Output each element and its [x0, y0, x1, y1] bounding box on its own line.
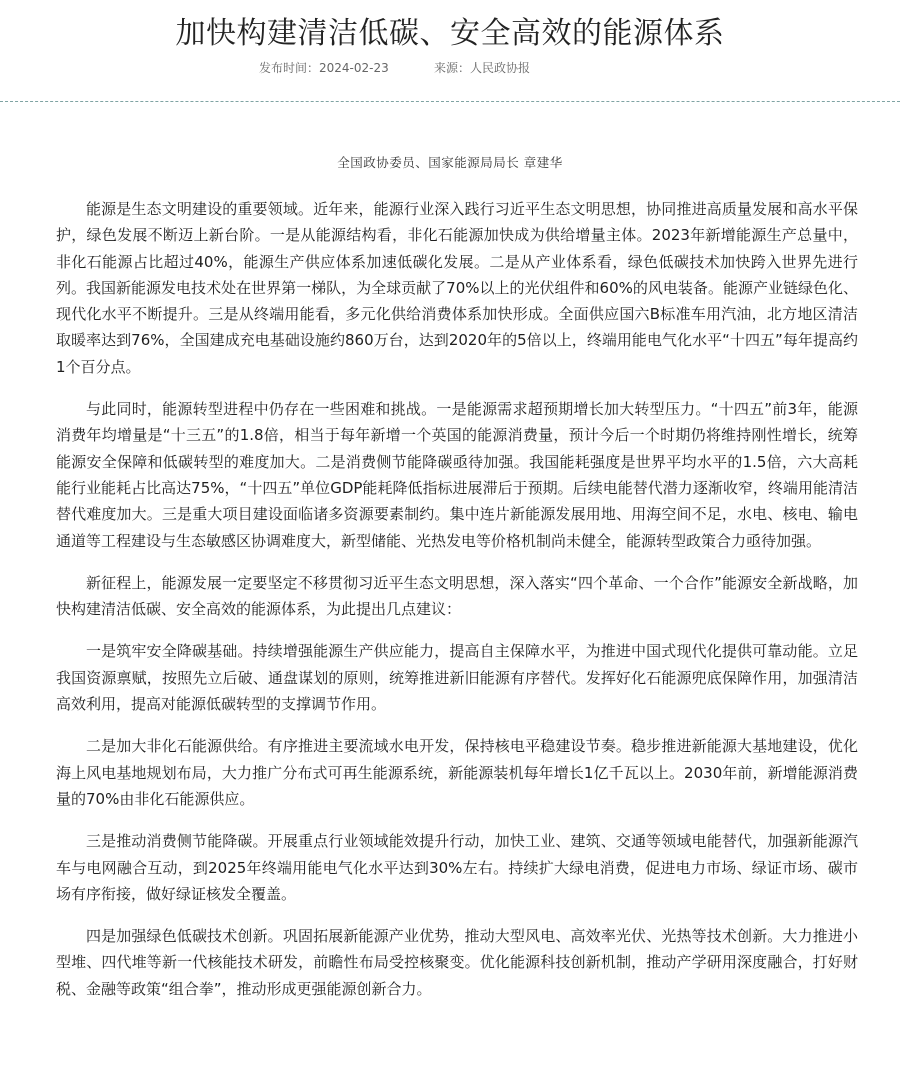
- paragraph: 与此同时，能源转型进程中仍存在一些困难和挑战。一是能源需求超预期增长加大转型压力。“十四五”前3年，能源消费年均增量是“十三五”的1.8倍，相当于每年新增一个英国的能源消费量，预计今后一个时期仍将维持刚性增长，统筹能源安全保障和低碳转型的难度加大。二是消费侧节能降碳亟待加强。我国能耗强度是世界平均水平的1.5倍，六大高耗能行业能耗占比高达75%，“十四五”单位GDP能耗降低指标进展滞后于预期。后续电能替代潜力逐渐收窄，终端用能清洁替代难度加大。三是重大项目建设面临诸多资源要素制约。集中连片新能源发展用地、用海空间不足，水电、核电、输电通道等工程建设与生态敏感区协调难度大，新型储能、光热发电等价格机制尚未健全，能源转型政策合力亟待加强。: [56, 400, 858, 550]
- article-header: [0, 0, 900, 102]
- paragraph: 一是筑牢安全降碳基础。持续增强能源生产供应能力，提高自主保障水平，为推进中国式现代化提供可靠动能。立足我国资源禀赋，按照先立后破、通盘谋划的原则，统筹推进新旧能源有序替代。发挥好化石能源兜底保障作用，加强清洁高效利用，提高对能源低碳转型的支撑调节作用。: [56, 642, 858, 714]
- publish-date: [259, 60, 389, 76]
- paragraph: 三是推动消费侧节能降碳。开展重点行业领域能效提升行动，加快工业、建筑、交通等领域电能替代，加强新能源汽车与电网融合互动，到2025年终端用能电气化水平达到30%左右。持续扩大绿电消费，促进电力市场、绿证市场、碳市场有序衔接，做好绿证核发全覆盖。: [56, 832, 858, 903]
- paragraph: 二是加大非化石能源供给。有序推进主要流域水电开发，保持核电平稳建设节奏。稳步推进新能源大基地建设，优化海上风电基地规划布局，大力推广分布式可再生能源系统，新能源装机每年增长1亿千瓦以上。2030年前，新增能源消费量的70%由非化石能源供应。: [56, 737, 858, 808]
- paragraph: 能源是生态文明建设的重要领域。近年来，能源行业深入践行习近平生态文明思想，协同推进高质量发展和高水平保护，绿色发展不断迈上新台阶。一是从能源结构看，非化石能源加快成为供给增量主体。2023年新增能源生产总量中，非化石能源占比超过40%，能源生产供应体系加速低碳化发展。二是从产业体系看，绿色低碳技术加快跨入世界先进行列。我国新能源发电技术处在世界第一梯队，为全球贡献了70%以上的光伏组件和60%的风电装备。能源产业链绿色化、现代化水平不断提升。三是从终端用能看，多元化供给消费体系加快形成。全面供应国六B标准车用汽油，北方地区清洁取暖率达到76%，全国建成充电基础设施约860万台，达到2020年的5倍以上，终端用能电气化水平“十四五”每年提高约1个百分点。: [56, 200, 858, 376]
- article-source-value: 人民政协报: [470, 61, 531, 75]
- article-author: 全国政协委员、国家能源局局长 章建华: [337, 155, 563, 170]
- publish-date-label: 发布时间：: [259, 61, 320, 75]
- publish-date-value: 2024-02-23: [319, 61, 389, 75]
- paragraph: 新征程上，能源发展一定要坚定不移贯彻习近平生态文明思想，深入落实“四个革命、一个合作”能源安全新战略，加快构建清洁低碳、安全高效的能源体系，为此提出几点建议：: [56, 573, 858, 619]
- article-title: 加快构建清洁低碳、安全高效的能源体系: [175, 16, 725, 51]
- article-body: [56, 196, 858, 1018]
- article-source-label: 来源：: [434, 61, 471, 75]
- paragraph: 四是加强绿色低碳技术创新。巩固拓展新能源产业优势，推动大型风电、高效率光伏、光热等技术创新。大力推进小型堆、四代堆等新一代核能技术研发，前瞻性布局受控核聚变。优化能源科技创新机制，推动产学研用深度融合，打好财税、金融等政策“组合拳”，推动形成更强能源创新合力。: [56, 927, 858, 998]
- article-source: [434, 60, 530, 76]
